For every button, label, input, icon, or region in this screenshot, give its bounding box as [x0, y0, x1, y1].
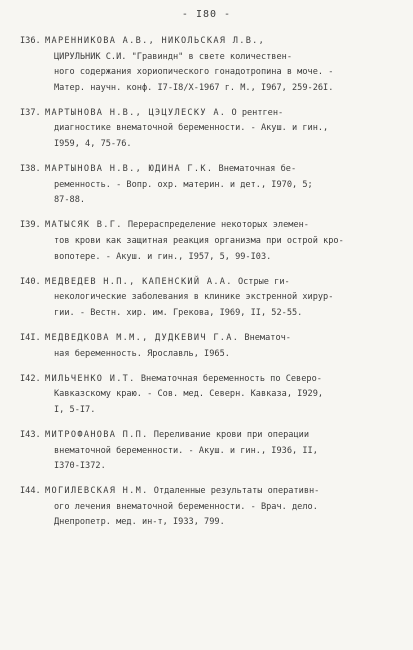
entry-title-start: Переливание крови при операции — [153, 429, 309, 440]
entry-number: I37. — [20, 107, 41, 118]
entry-line: внематочной беременности. - Акуш. и гин., I936, II, — [54, 445, 318, 456]
entry-number: I36. — [20, 36, 41, 46]
entry-line: диагностике внематочной беременности. - Акуш. и гин., — [54, 123, 329, 134]
entry-number: I4I. — [20, 333, 41, 343]
entry-authors: МИЛЬЧЕНКО И.Т. — [45, 373, 136, 384]
entry-first-line — [45, 162, 405, 178]
entry-line: ного содержания хориопического гонадотропина в моче. - — [54, 67, 334, 78]
entry-text — [45, 162, 405, 209]
entry-authors: МЕДВЕДКОВА М.М., ДУДКЕВИЧ Г.А. — [45, 333, 240, 343]
entry-text — [45, 372, 405, 419]
entry-authors: МАРЕННИКОВА А.В., НИКОЛЬСКАЯ Л.В., — [45, 36, 266, 46]
entry-first-line — [45, 275, 405, 291]
bibliography-entry — [20, 331, 405, 362]
entry-number: I40. — [20, 276, 41, 287]
bibliography-entry — [20, 275, 405, 322]
entry-text — [45, 428, 405, 475]
entry-line: некологические заболевания в клинике экстренной хирур- — [54, 292, 334, 303]
entry-first-line — [45, 218, 405, 234]
entry-line: Кавказскому краю. - Сов. мед. Северн. Кавказа, I929, — [54, 389, 324, 400]
entry-title-start: Внематочная беременность по Северо- — [140, 373, 322, 384]
entry-line: I, 5-I7. — [54, 404, 96, 415]
entry-line: тов крови как защитная реакция организма при острой кро- — [54, 236, 344, 247]
entry-line: вопотере. - Акуш. и гин., I957, 5, 99-I03. — [54, 251, 272, 262]
entry-number: I44. — [20, 486, 41, 497]
entry-title-start: Отдаленные результаты оперативн- — [153, 486, 320, 497]
bibliography-list — [20, 34, 405, 541]
entry-line: ого лечения внематочной беременности. - Врач. дело. — [54, 501, 318, 512]
entry-line: Днепропетр. мед. ин-т, I933, 799. — [54, 517, 225, 528]
entry-text — [45, 331, 405, 362]
entry-line: 87-88. — [54, 195, 86, 206]
entry-authors: МИТРОФАНОВА П.П. — [45, 429, 149, 440]
entry-line: ная беременность. Ярославль, I965. — [54, 348, 230, 359]
entry-number: I38. — [20, 164, 41, 175]
bibliography-entry — [20, 428, 405, 475]
entry-number: I39. — [20, 220, 41, 231]
entry-title-start: Внематочная бе- — [218, 164, 297, 175]
entry-line: I959, 4, 75-76. — [54, 139, 132, 150]
entry-line: I370-I372. — [54, 461, 106, 472]
entry-first-line — [45, 484, 405, 500]
entry-first-line — [45, 372, 405, 388]
bibliography-entry — [20, 34, 405, 96]
entry-text — [45, 34, 405, 96]
entry-authors: МАТЫСЯК В.Г. — [45, 220, 123, 231]
entry-line: Матер. научн. конф. I7-I8/X-1967 г. М., I967, 259-26I. — [54, 82, 334, 93]
bibliography-entry — [20, 218, 405, 265]
entry-first-line — [45, 331, 405, 347]
entry-text — [45, 106, 405, 153]
bibliography-entry — [20, 162, 405, 209]
entry-line: ременность. - Вопр. охр. материн. и дет., I970, 5; — [54, 179, 313, 190]
entry-text — [45, 275, 405, 322]
entry-title-start: Острые ги- — [237, 276, 290, 287]
page-number: - I80 - — [181, 9, 232, 20]
entry-authors: МОГИЛЕВСКАЯ Н.М. — [45, 486, 149, 497]
entry-authors: МАРТЫНОВА Н.В., ЦЭЦУЛЕСКУ А. — [45, 107, 227, 118]
bibliography-entry — [20, 372, 405, 419]
entry-line: гии. - Вестн. хир. им. Грекова, I969, II, 52-55. — [54, 307, 303, 318]
entry-title-start: О рентген- — [231, 107, 284, 118]
entry-authors: МЕДВЕДЕВ Н.П., КАПЕНСКИЙ А.А. — [45, 276, 233, 287]
bibliography-entry — [20, 484, 405, 531]
entry-title-start: Перераспределение некоторых элемен- — [127, 220, 309, 231]
entry-first-line — [45, 428, 405, 444]
entry-first-line — [45, 106, 405, 122]
entry-authors: МАРТЫНОВА Н.В., ЮДИНА Г.К. — [45, 164, 214, 175]
bibliography-entry — [20, 106, 405, 153]
entry-number: I43. — [20, 429, 41, 440]
entry-line: ЦИРУЛЬНИК С.И. "Гравиндн" в свете количествен- — [54, 51, 292, 62]
entry-title-start: Внематоч- — [244, 333, 291, 343]
entry-text — [45, 218, 405, 265]
entry-text — [45, 484, 405, 531]
entry-number: I42. — [20, 373, 41, 384]
